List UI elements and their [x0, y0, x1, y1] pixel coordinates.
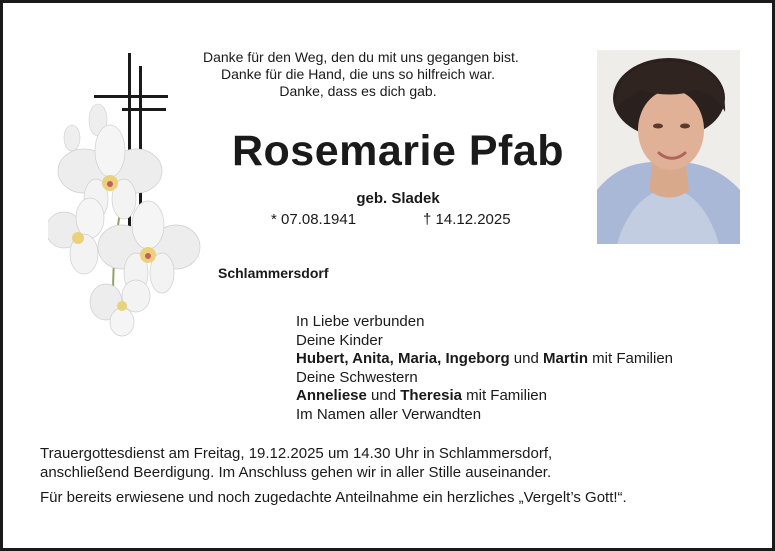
verse-line: Danke für die Hand, die uns so hilfreich war. [221, 66, 495, 82]
children-names-part: Hubert, Anita, Maria, Ingeborg [296, 350, 510, 368]
verse-line: Danke für den Weg, den du mit uns gegangen bist. [203, 49, 519, 65]
children-heading: Deine Kinder [296, 331, 383, 349]
verse-line: Danke, dass es dich gab. [279, 83, 437, 99]
children-names-part: und [509, 350, 544, 368]
service-info [40, 444, 627, 507]
relatives-line: Im Namen aller Verwandten [296, 405, 482, 423]
sisters-names-part: Anneliese [296, 387, 367, 405]
children-names-part: Martin [543, 350, 589, 368]
children-names [296, 350, 673, 369]
sisters-names-part: mit Familien [461, 387, 547, 405]
verse [203, 49, 519, 100]
sisters-heading: Deine Schwestern [296, 368, 418, 386]
service-line: Trauergottesdienst am Freitag, 19.12.2025 um 14.30 Uhr in Schlammersdorf, [40, 445, 553, 462]
sisters-names-part: Theresia [400, 387, 462, 405]
death-date: † 14.12.2025 [423, 211, 511, 228]
mourners [296, 313, 673, 425]
maiden-name: geb. Sladek [356, 190, 440, 207]
sisters-names-part: und [366, 387, 401, 405]
deceased-name: Rosemarie Pfab [231, 127, 565, 175]
children-names-part: mit Familien [588, 350, 674, 368]
place: Schlammersdorf [218, 265, 329, 281]
birth-date: * 07.08.1941 [271, 211, 357, 228]
thanks-line: Für bereits erwiesene und noch zugedachte Anteilnahme ein herzliches „Vergelt’s Gott!“. [40, 489, 627, 506]
portrait-photo [597, 50, 740, 244]
sisters-names [296, 387, 673, 406]
cross-and-orchid-icon [48, 48, 208, 338]
service-line: anschließend Beerdigung. Im Anschluss gehen wir in aller Stille auseinander. [40, 464, 552, 481]
mourners-intro: In Liebe verbunden [296, 313, 425, 330]
